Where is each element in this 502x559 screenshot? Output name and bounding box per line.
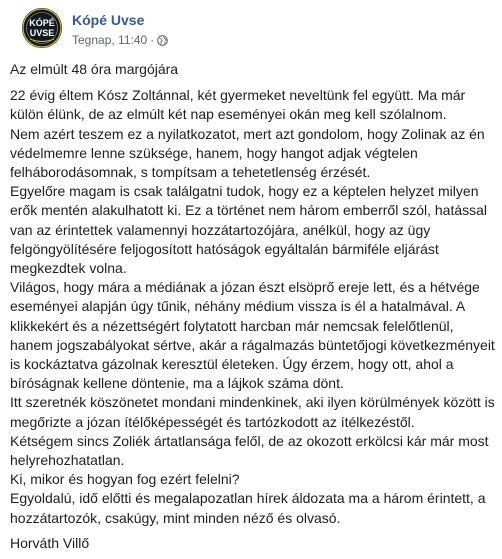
meta-separator: ·	[150, 33, 155, 47]
post-paragraph: Ki, mikor és hogyan fog ezért felelni?	[10, 471, 240, 488]
post-paragraph: Itt szeretnék köszönetet mondani mindenkinek, aki ilyen körülmények között is megőrizte a józan ítélőképességét és tartózkodott az ítélkezéstől.	[10, 394, 495, 430]
logo-text-top: KÓPÉ	[29, 18, 55, 28]
post-paragraph: 22 évig éltem Kósz Zoltánnal, két gyermeket neveltünk fel együtt. Ma már külön élünk, de az elmúlt két nap eseményei okán meg kell szólalnom.	[10, 87, 466, 123]
post-author-link[interactable]: Kópé Uvse	[72, 12, 145, 28]
post-header	[10, 0, 492, 52]
club-logo-icon	[22, 8, 62, 48]
post-paragraph: Világos, hogy mára a médiának a józan észt elsöprő ereje lett, és a hétvége eseményei alapján úgy tűnik, néhány médium vissza is él a hatalmával. A klikkekért és a nézettségért folytatott harcban már nemcsak felelőtlenül, hanem jogszabályokat sértve, akár a rágalmazás büntetőjogi következményeit is kockáztatva gázolnak keresztül életeken. Úgy érzem, hogy ott, ahol a bíróságnak kellene döntenie, ma a lájkok száma dönt.	[10, 279, 495, 392]
post-signature: Horváth Villő	[10, 534, 90, 551]
post-paragraph: Egyoldalú, idő előtti és megalapozatlan hírek áldozata ma a három érintett, a hozzátartozók, csakúgy, mint minden néző és olvasó.	[10, 490, 486, 526]
post-paragraph: Kétségem sincs Zoliék ártatlansága felől, de az okozott erkölcsi kár már most helyrehozhatatlan.	[10, 432, 489, 469]
avatar[interactable]	[22, 8, 62, 48]
post-meta	[72, 33, 168, 47]
globe-icon[interactable]	[157, 35, 168, 46]
post-paragraph: Egyelőre magam is csak találgatni tudok, hogy ez a képtelen helyzet milyen erők mentén alakulhatott ki. Ez a történet nem három emberről szól, hatással van az érintettek valamennyi hozzátartozójára, anélkül, hogy az ügy felgöngyölítésére feljogosított hatóságok egyáltalán bármiféle eljárást megkezdtek volna.	[10, 183, 488, 277]
post-title: Az elmúlt 48 óra margójára	[10, 61, 179, 77]
logo-text-bottom: UVSE	[29, 28, 55, 38]
post-body	[10, 60, 495, 553]
post-paragraph: Nem azért teszem ez a nyilatkozatot, mert azt gondolom, hogy Zolinak az én védelmemre lenne szüksége, hanem, hogy hangot adjak végtelen felháborodásomnak, s tompítsam a tehetetlenség érzését.	[10, 125, 485, 181]
post-timestamp[interactable]: Tegnap, 11:40	[72, 33, 148, 47]
